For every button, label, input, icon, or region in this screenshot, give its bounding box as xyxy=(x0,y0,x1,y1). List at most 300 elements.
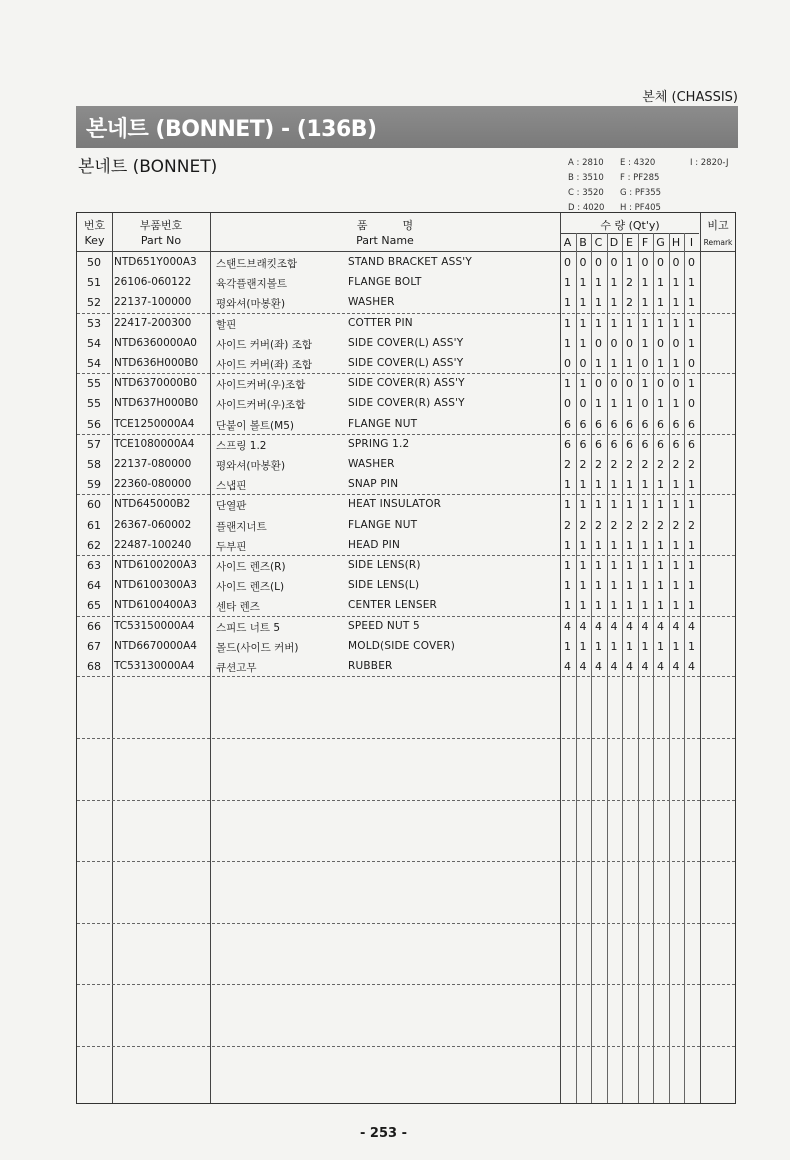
qty-cell: 1 xyxy=(688,599,695,613)
qty-cell: 1 xyxy=(610,296,618,310)
legend-item: A : 2810 xyxy=(568,158,604,168)
key-header-en: Key xyxy=(84,234,105,247)
english-name-cell: COTTER PIN xyxy=(348,316,413,329)
part-no-cell: NTD6100300A3 xyxy=(114,579,197,592)
korean-name-cell: 센타 렌즈 xyxy=(216,601,260,614)
qty-cell: 1 xyxy=(672,397,680,411)
qty-cell: 6 xyxy=(610,417,618,431)
qty-cell: 6 xyxy=(579,417,587,431)
qty-cell: 1 xyxy=(641,538,649,552)
qty-cell: 6 xyxy=(610,437,618,451)
qty-cell: 4 xyxy=(595,660,602,673)
banner-title: 본네트 (BONNET) - (136B) xyxy=(86,117,377,142)
qty-cell: 1 xyxy=(657,276,664,290)
qty-cell: 6 xyxy=(564,417,571,431)
qty-cell: 6 xyxy=(657,417,664,431)
qty-cell: 1 xyxy=(641,316,649,330)
korean-name-cell: 스피드 너트 5 xyxy=(216,621,281,634)
qty-column-letter: A xyxy=(563,236,572,249)
qty-cell: 0 xyxy=(657,336,664,350)
qty-column-letter: C xyxy=(594,236,603,249)
key-cell: 56 xyxy=(87,417,101,431)
korean-name-cell: 할핀 xyxy=(216,318,237,331)
qty-cell: 1 xyxy=(688,296,695,310)
qty-cell: 1 xyxy=(595,639,602,653)
qty-cell: 1 xyxy=(610,538,618,552)
qty-cell: 0 xyxy=(641,357,649,370)
qty-cell: 1 xyxy=(595,276,602,290)
qty-cell: 1 xyxy=(564,498,571,512)
korean-name-cell: 스프링 1.2 xyxy=(216,439,267,452)
qty-cell: 2 xyxy=(626,518,633,532)
korean-name-cell: 단붙이 볼트(M5) xyxy=(216,419,294,432)
english-name-cell: SPEED NUT 5 xyxy=(348,619,420,632)
english-name-cell: SIDE COVER(L) ASS'Y xyxy=(348,357,464,369)
qty-cell: 2 xyxy=(641,458,649,471)
qty-cell: 1 xyxy=(564,377,571,391)
qty-cell: 2 xyxy=(672,458,680,471)
qty-cell: 6 xyxy=(688,417,695,431)
qty-cell: 1 xyxy=(688,316,695,330)
qty-cell: 2 xyxy=(610,458,618,471)
qty-cell: 4 xyxy=(595,619,602,633)
qty-cell: 2 xyxy=(688,458,695,471)
english-name-cell: SIDE COVER(R) ASS'Y xyxy=(348,397,465,410)
qty-cell: 1 xyxy=(641,276,649,290)
korean-name-cell: 플랜지너트 xyxy=(216,520,267,533)
key-cell: 57 xyxy=(87,437,101,451)
qty-cell: 1 xyxy=(595,397,602,411)
qty-cell: 1 xyxy=(626,559,633,572)
qty-cell: 1 xyxy=(626,498,633,512)
part-no-cell: TC53150000A4 xyxy=(114,619,195,632)
english-name-cell: SIDE COVER(R) ASS'Y xyxy=(348,377,465,390)
qty-cell: 1 xyxy=(672,296,680,310)
qty-cell: 1 xyxy=(610,316,618,330)
qty-cell: 1 xyxy=(626,316,633,330)
qty-cell: 4 xyxy=(641,619,649,633)
qty-cell: 1 xyxy=(610,559,618,572)
qty-cell: 1 xyxy=(657,357,664,370)
qty-cell: 1 xyxy=(564,639,571,653)
part-no-cell: 22360-080000 xyxy=(114,478,192,491)
qty-cell: 6 xyxy=(641,437,649,451)
key-cell: 55 xyxy=(87,377,101,391)
qty-cell: 4 xyxy=(610,619,618,633)
korean-name-cell: 몰드(사이드 커버) xyxy=(216,641,299,654)
qty-cell: 6 xyxy=(595,437,602,451)
english-name-cell: WASHER xyxy=(348,296,395,309)
qty-cell: 1 xyxy=(579,478,587,492)
qty-cell: 1 xyxy=(564,579,571,593)
part-no-header-en: Part No xyxy=(140,234,182,247)
part-no-cell: NTD6100400A3 xyxy=(114,599,197,612)
part-no-cell: TCE1080000A4 xyxy=(114,437,195,450)
qty-cell: 1 xyxy=(626,256,633,269)
qty-cell: 4 xyxy=(672,660,680,673)
key-cell: 54 xyxy=(87,336,101,350)
korean-name-cell: 육각플랜지볼트 xyxy=(216,278,288,291)
qty-cell: 1 xyxy=(564,538,571,552)
qty-cell: 4 xyxy=(688,619,695,633)
qty-cell: 1 xyxy=(641,478,649,492)
qty-cell: 2 xyxy=(610,518,618,532)
qty-cell: 1 xyxy=(564,316,571,330)
qty-cell: 4 xyxy=(657,619,664,633)
qty-cell: 1 xyxy=(657,639,664,653)
english-name-cell: HEAD PIN xyxy=(348,538,401,551)
qty-cell: 1 xyxy=(641,579,649,593)
key-header-ko: 번호 xyxy=(83,219,106,232)
key-cell: 60 xyxy=(87,498,101,512)
qty-column-letter: D xyxy=(609,236,619,249)
qty-column-letter: I xyxy=(689,236,694,249)
legend-item: I : 2820-J xyxy=(690,158,729,168)
qty-cell: 1 xyxy=(641,336,649,350)
title-banner xyxy=(76,106,738,148)
qty-cell: 1 xyxy=(595,296,602,310)
qty-cell: 1 xyxy=(610,397,618,411)
key-cell: 67 xyxy=(87,639,101,653)
legend-item: H : PF405 xyxy=(620,203,661,213)
qty-cell: 1 xyxy=(672,538,680,552)
key-cell: 62 xyxy=(87,538,101,552)
qty-cell: 1 xyxy=(579,599,587,613)
qty-cell: 1 xyxy=(579,316,587,330)
korean-name-cell: 사이드커버(우)조합 xyxy=(216,399,306,412)
part-no-cell: 22417-200300 xyxy=(114,316,192,329)
qty-cell: 1 xyxy=(657,296,664,310)
qty-cell: 0 xyxy=(610,336,618,350)
qty-cell: 1 xyxy=(688,336,695,350)
key-cell: 55 xyxy=(87,397,101,411)
korean-name-cell: 사이드 커버(좌) 조합 xyxy=(216,359,313,371)
qty-cell: 6 xyxy=(657,437,664,451)
legend-item: E : 4320 xyxy=(620,158,656,168)
qty-cell: 4 xyxy=(564,619,571,633)
english-name-cell: SIDE LENS(L) xyxy=(348,579,420,592)
qty-cell: 1 xyxy=(579,538,587,552)
qty-cell: 1 xyxy=(641,639,649,653)
qty-cell: 1 xyxy=(564,559,571,572)
qty-cell: 1 xyxy=(579,336,587,350)
qty-cell: 1 xyxy=(595,599,602,613)
korean-name-cell: 사이드 렌즈(R) xyxy=(216,561,286,573)
qty-cell: 2 xyxy=(595,458,602,471)
part-no-header-ko: 부품번호 xyxy=(139,219,183,232)
qty-cell: 2 xyxy=(564,458,571,471)
korean-name-cell: 사이드 렌즈(L) xyxy=(216,581,285,594)
qty-column-letter: H xyxy=(671,236,681,249)
qty-cell: 1 xyxy=(672,579,680,593)
qty-cell: 1 xyxy=(564,296,571,310)
qty-cell: 1 xyxy=(672,498,680,512)
page-number: - 253 - xyxy=(360,1126,407,1141)
qty-cell: 0 xyxy=(610,256,618,269)
qty-cell: 1 xyxy=(610,498,618,512)
qty-cell: 2 xyxy=(626,458,633,471)
english-name-cell: SIDE LENS(R) xyxy=(348,559,421,571)
qty-cell: 1 xyxy=(688,478,695,492)
qty-cell: 1 xyxy=(657,316,664,330)
part-no-cell: 22137-080000 xyxy=(114,458,192,470)
qty-cell: 6 xyxy=(626,437,633,451)
qty-cell: 1 xyxy=(672,559,680,572)
part-no-cell: 22137-100000 xyxy=(114,296,192,309)
qty-cell: 1 xyxy=(641,559,649,572)
qty-cell: 6 xyxy=(579,437,587,451)
key-cell: 59 xyxy=(87,478,101,492)
qty-cell: 0 xyxy=(595,377,602,391)
key-cell: 63 xyxy=(87,559,101,572)
key-cell: 66 xyxy=(87,619,101,633)
qty-cell: 6 xyxy=(626,417,633,431)
qty-cell: 1 xyxy=(688,276,695,290)
qty-cell: 0 xyxy=(564,256,571,269)
english-name-cell: STAND BRACKET ASS'Y xyxy=(348,256,473,268)
qty-cell: 1 xyxy=(641,296,649,310)
qty-cell: 6 xyxy=(564,437,571,451)
qty-cell: 1 xyxy=(579,296,587,310)
qty-cell: 1 xyxy=(657,538,664,552)
remark-header-en: Remark xyxy=(703,238,733,247)
part-name-header-en: Part Name xyxy=(356,234,414,247)
qty-cell: 1 xyxy=(657,579,664,593)
qty-cell: 1 xyxy=(657,397,664,411)
qty-cell: 1 xyxy=(672,316,680,330)
qty-cell: 6 xyxy=(672,437,680,451)
qty-cell: 4 xyxy=(626,619,633,633)
qty-cell: 2 xyxy=(657,518,664,532)
qty-cell: 6 xyxy=(688,437,695,451)
qty-cell: 1 xyxy=(564,599,571,613)
part-no-cell: NTD637H000B0 xyxy=(114,397,199,410)
key-cell: 54 xyxy=(87,357,101,370)
qty-cell: 0 xyxy=(688,256,695,269)
qty-cell: 1 xyxy=(672,276,680,290)
qty-cell: 1 xyxy=(657,478,664,492)
part-no-cell: TC53130000A4 xyxy=(114,660,195,672)
qty-cell: 0 xyxy=(626,336,633,350)
qty-cell: 1 xyxy=(595,316,602,330)
qty-cell: 4 xyxy=(564,660,571,673)
qty-column-letter: E xyxy=(626,236,633,249)
qty-cell: 1 xyxy=(626,478,633,492)
qty-cell: 4 xyxy=(657,660,664,673)
qty-cell: 0 xyxy=(595,256,602,269)
qty-cell: 0 xyxy=(641,256,649,269)
english-name-cell: HEAT INSULATOR xyxy=(348,498,442,511)
qty-cell: 6 xyxy=(595,417,602,431)
qty-cell: 1 xyxy=(672,478,680,492)
qty-cell: 2 xyxy=(564,518,571,532)
key-cell: 58 xyxy=(87,458,101,471)
qty-cell: 4 xyxy=(610,660,618,673)
qty-cell: 1 xyxy=(626,579,633,593)
qty-cell: 4 xyxy=(672,619,680,633)
qty-cell: 1 xyxy=(641,599,649,613)
english-name-cell: WASHER xyxy=(348,458,395,470)
qty-cell: 2 xyxy=(688,518,695,532)
qty-cell: 2 xyxy=(626,296,633,310)
part-no-cell: 26367-060002 xyxy=(114,518,192,531)
qty-cell: 1 xyxy=(564,336,571,350)
korean-name-cell: 스탠드브래킷조합 xyxy=(216,258,298,270)
part-no-cell: NTD645000B2 xyxy=(114,498,191,511)
qty-cell: 1 xyxy=(626,538,633,552)
english-name-cell: FLANGE NUT xyxy=(348,518,418,531)
english-name-cell: MOLD(SIDE COVER) xyxy=(348,639,455,652)
qty-cell: 4 xyxy=(688,660,695,673)
english-name-cell: RUBBER xyxy=(348,660,393,672)
part-no-cell: 26106-060122 xyxy=(114,276,192,289)
qty-cell: 1 xyxy=(595,357,602,370)
english-name-cell: SPRING 1.2 xyxy=(348,437,410,450)
korean-name-cell: 스냅핀 xyxy=(216,480,247,493)
qty-cell: 1 xyxy=(626,639,633,653)
qty-cell: 1 xyxy=(579,276,587,290)
legend-item: B : 3510 xyxy=(568,173,604,183)
qty-cell: 2 xyxy=(626,276,633,290)
qty-cell: 4 xyxy=(626,660,633,673)
qty-cell: 1 xyxy=(657,559,664,572)
qty-cell: 1 xyxy=(610,276,618,290)
qty-header: 수 량 (Qt'y) xyxy=(600,219,660,232)
korean-name-cell: 단열판 xyxy=(216,500,247,513)
part-no-cell: NTD6100200A3 xyxy=(114,559,197,571)
qty-cell: 4 xyxy=(641,660,649,673)
qty-column-letter: B xyxy=(579,236,587,249)
qty-cell: 1 xyxy=(672,639,680,653)
qty-cell: 1 xyxy=(610,639,618,653)
qty-cell: 1 xyxy=(564,276,571,290)
part-no-cell: NTD651Y000A3 xyxy=(114,256,197,268)
qty-cell: 0 xyxy=(579,397,587,411)
qty-column-letter: G xyxy=(656,236,665,249)
english-name-cell: SNAP PIN xyxy=(348,478,399,491)
qty-cell: 1 xyxy=(564,478,571,492)
qty-cell: 0 xyxy=(672,377,680,391)
qty-cell: 1 xyxy=(595,559,602,572)
key-cell: 64 xyxy=(87,579,101,593)
qty-cell: 2 xyxy=(595,518,602,532)
key-cell: 61 xyxy=(87,518,101,532)
qty-cell: 1 xyxy=(595,579,602,593)
section-title: 본네트 (BONNET) xyxy=(78,157,218,177)
qty-cell: 4 xyxy=(579,660,587,673)
english-name-cell: CENTER LENSER xyxy=(348,599,438,612)
part-name-header-ko: 품 명 xyxy=(356,219,414,232)
qty-cell: 1 xyxy=(579,498,587,512)
key-cell: 53 xyxy=(87,316,101,330)
chapter-title: 본체 (CHASSIS) xyxy=(642,90,738,105)
part-no-cell: NTD6670000A4 xyxy=(114,639,197,652)
qty-cell: 0 xyxy=(688,357,695,370)
part-no-cell: NTD6360000A0 xyxy=(114,336,197,349)
qty-cell: 1 xyxy=(595,478,602,492)
qty-cell: 6 xyxy=(641,417,649,431)
english-name-cell: SIDE COVER(L) ASS'Y xyxy=(348,336,464,349)
qty-cell: 1 xyxy=(579,377,587,391)
part-no-cell: NTD6370000B0 xyxy=(114,377,198,390)
qty-cell: 0 xyxy=(626,377,633,391)
qty-cell: 2 xyxy=(579,518,587,532)
qty-cell: 1 xyxy=(672,599,680,613)
english-name-cell: FLANGE BOLT xyxy=(348,276,422,289)
qty-cell: 2 xyxy=(579,458,587,471)
key-cell: 50 xyxy=(87,256,101,269)
qty-cell: 1 xyxy=(641,377,649,391)
key-cell: 51 xyxy=(87,276,101,290)
qty-cell: 1 xyxy=(688,538,695,552)
remark-header-ko: 비고 xyxy=(707,219,729,232)
qty-cell: 1 xyxy=(626,599,633,613)
qty-cell: 2 xyxy=(641,518,649,532)
part-no-cell: NTD636H000B0 xyxy=(114,357,199,369)
qty-cell: 1 xyxy=(579,559,587,572)
qty-cell: 1 xyxy=(610,357,618,370)
legend-item: D : 4020 xyxy=(568,203,605,213)
key-cell: 52 xyxy=(87,296,101,310)
qty-cell: 1 xyxy=(610,478,618,492)
qty-cell: 0 xyxy=(564,397,571,411)
key-cell: 65 xyxy=(87,599,101,613)
korean-name-cell: 두부핀 xyxy=(216,540,247,553)
korean-name-cell: 사이드커버(우)조합 xyxy=(216,379,306,392)
qty-cell: 0 xyxy=(610,377,618,391)
qty-cell: 1 xyxy=(641,498,649,512)
qty-cell: 4 xyxy=(579,619,587,633)
qty-cell: 2 xyxy=(672,518,680,532)
qty-cell: 0 xyxy=(657,377,664,391)
part-no-cell: TCE1250000A4 xyxy=(114,417,195,430)
qty-cell: 1 xyxy=(626,357,633,370)
qty-cell: 1 xyxy=(579,579,587,593)
qty-cell: 0 xyxy=(579,256,587,269)
qty-cell: 0 xyxy=(672,336,680,350)
qty-cell: 1 xyxy=(657,599,664,613)
english-name-cell: FLANGE NUT xyxy=(348,417,418,430)
qty-cell: 0 xyxy=(564,357,571,370)
qty-cell: 6 xyxy=(672,417,680,431)
legend-item: G : PF355 xyxy=(620,188,662,198)
part-no-cell: 22487-100240 xyxy=(114,538,192,551)
qty-cell: 1 xyxy=(595,538,602,552)
qty-column-letter: F xyxy=(641,236,649,249)
qty-cell: 0 xyxy=(579,357,587,370)
qty-cell: 1 xyxy=(610,579,618,593)
parts-table xyxy=(76,212,736,1104)
qty-cell: 2 xyxy=(657,458,664,471)
legend-item: F : PF285 xyxy=(620,173,660,183)
qty-cell: 1 xyxy=(657,498,664,512)
qty-cell: 1 xyxy=(688,498,695,512)
qty-cell: 0 xyxy=(657,256,664,269)
qty-cell: 1 xyxy=(579,639,587,653)
korean-name-cell: 큐션고무 xyxy=(216,662,257,674)
korean-name-cell: 평와셔(마봉환) xyxy=(216,460,286,472)
qty-cell: 1 xyxy=(688,377,695,391)
qty-cell: 0 xyxy=(595,336,602,350)
qty-cell: 0 xyxy=(641,397,649,411)
key-cell: 68 xyxy=(87,660,101,673)
qty-cell: 1 xyxy=(688,579,695,593)
qty-cell: 1 xyxy=(595,498,602,512)
legend-item: C : 3520 xyxy=(568,188,604,198)
korean-name-cell: 사이드 커버(좌) 조합 xyxy=(216,338,313,351)
qty-cell: 1 xyxy=(626,397,633,411)
qty-cell: 1 xyxy=(688,639,695,653)
